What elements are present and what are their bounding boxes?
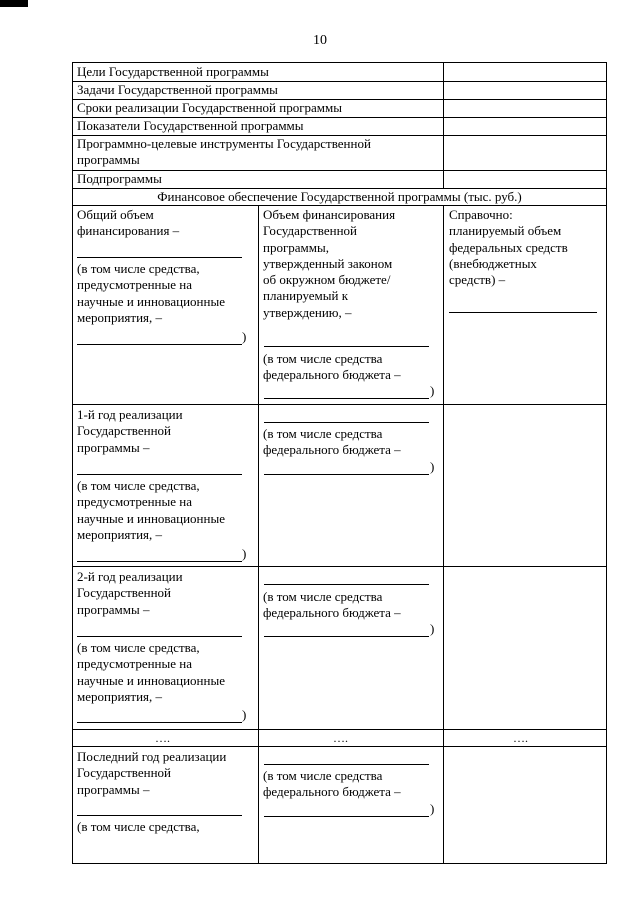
cell-line: Последний год реализации (77, 749, 227, 764)
cell-line: об окружном бюджете/ (263, 272, 391, 287)
cell-line: Государственной (77, 423, 172, 439)
last-year-scientific-note (77, 819, 200, 835)
cell-line: предусмотренные на (77, 656, 193, 672)
blank-line (264, 398, 429, 399)
blank-line (264, 422, 429, 423)
cell-line: предусмотренные на (77, 277, 193, 293)
blank-line (264, 474, 429, 475)
blank-line (77, 722, 242, 723)
cell-line: (в том числе средства (263, 589, 383, 604)
year-2-federal-note (263, 589, 401, 622)
cell-line: утвержденный законом (263, 255, 393, 271)
cell-line: (в том числе средства, (77, 261, 200, 276)
cell-line: (внебюджетных (449, 255, 537, 271)
cell-line: (в том числе средства (263, 351, 383, 366)
closing-paren: ) (242, 329, 247, 344)
cell-line: утверждению, – (263, 304, 352, 320)
page-number: 10 (313, 33, 327, 48)
blank-line (77, 474, 242, 475)
cell-line: программы – (77, 439, 150, 455)
financing-column-divider (258, 205, 259, 863)
cell-line: планируемый объем (449, 223, 562, 239)
cell-line: (в том числе средства, (77, 640, 200, 655)
financing-column-divider (443, 205, 444, 863)
last-year-cell (77, 749, 226, 798)
info-row-subprograms: Подпрограммы (77, 171, 162, 186)
closing-paren: ) (430, 621, 435, 636)
blank-line (77, 344, 242, 345)
info-row-terms: Сроки реализации Государственной программы (77, 100, 342, 115)
ellipsis: …. (333, 731, 348, 745)
year-1-federal-note (263, 426, 401, 459)
cell-line: Государственной (77, 585, 172, 601)
cell-line: Справочно: (449, 207, 513, 222)
last-year-federal-note (263, 768, 401, 801)
cell-line: федерального бюджета – (263, 784, 401, 800)
blank-line (264, 816, 429, 817)
cell-line: федерального бюджета – (263, 442, 401, 458)
cell-line: Государственной (77, 765, 172, 781)
cell-line: 2-й год реализации (77, 569, 183, 584)
financing-header: Финансовое обеспечение Государственной программы (тыс. руб.) (157, 189, 522, 204)
year-row-divider (72, 746, 607, 747)
cell-line: программы – (77, 781, 150, 797)
cell-line: программы, (263, 239, 329, 255)
blank-line (449, 312, 597, 313)
cell-line: (в том числе средства (263, 426, 383, 441)
closing-paren: ) (242, 546, 247, 561)
label-line: программы (77, 152, 140, 168)
ellipsis: …. (513, 731, 528, 745)
cell-line: финансирования – (77, 223, 180, 239)
cell-line: научные и инновационные (77, 510, 225, 526)
year-row-divider (72, 404, 607, 405)
year-1-cell (77, 407, 183, 456)
cell-line: федеральных средств (449, 239, 568, 255)
blank-line (264, 636, 429, 637)
blank-line (77, 636, 242, 637)
reference-federal-cell (449, 207, 568, 288)
cell-line: Объем финансирования (263, 207, 396, 222)
info-row-instruments (77, 136, 371, 169)
blank-line (77, 815, 242, 816)
cell-line: (в том числе средства (263, 768, 383, 783)
blank-line (264, 346, 429, 347)
closing-paren: ) (430, 459, 435, 474)
cell-line: научные и инновационные (77, 293, 225, 309)
closing-paren: ) (242, 707, 247, 722)
info-row-tasks: Задачи Государственной программы (77, 82, 278, 97)
year-2-scientific-note (77, 640, 225, 705)
cell-line: (в том числе средства, (77, 819, 200, 834)
table-left-border (72, 62, 73, 864)
cell-line: мероприятия, – (77, 526, 163, 542)
label-line: Программно-целевые инструменты Государственной (77, 136, 371, 151)
year-2-cell (77, 569, 183, 618)
corner-mark (0, 0, 28, 7)
blank-line (264, 584, 429, 585)
year-row-divider (72, 566, 607, 567)
cell-line: (в том числе средства, (77, 478, 200, 493)
cell-line: 1-й год реализации (77, 407, 183, 422)
cell-line: федерального бюджета – (263, 605, 401, 621)
scientific-share-note (77, 261, 225, 326)
cell-line: мероприятия, – (77, 309, 163, 325)
year-1-scientific-note (77, 478, 225, 543)
cell-line: планируемый к (263, 288, 349, 304)
approved-financing-cell (263, 207, 395, 321)
blank-line (77, 257, 242, 258)
blank-line (264, 764, 429, 765)
ellipsis: …. (155, 731, 170, 745)
cell-line: мероприятия, – (77, 688, 163, 704)
table-right-border (606, 62, 607, 864)
federal-share-note (263, 351, 401, 384)
year-row-divider (72, 729, 607, 730)
closing-paren: ) (430, 383, 435, 398)
cell-line: средств) – (449, 272, 506, 287)
cell-line: Государственной (263, 223, 358, 239)
info-row-goals: Цели Государственной программы (77, 64, 269, 79)
closing-paren: ) (430, 801, 435, 816)
table-top-border (72, 62, 607, 63)
cell-line: Общий объем (77, 207, 154, 222)
cell-line: предусмотренные на (77, 494, 193, 510)
cell-line: программы – (77, 601, 150, 617)
table-bottom-border (72, 863, 607, 864)
total-financing-cell (77, 207, 179, 240)
info-row-indicators: Показатели Государственной программы (77, 118, 304, 133)
cell-line: научные и инновационные (77, 672, 225, 688)
blank-line (77, 561, 242, 562)
cell-line: федерального бюджета – (263, 367, 401, 383)
